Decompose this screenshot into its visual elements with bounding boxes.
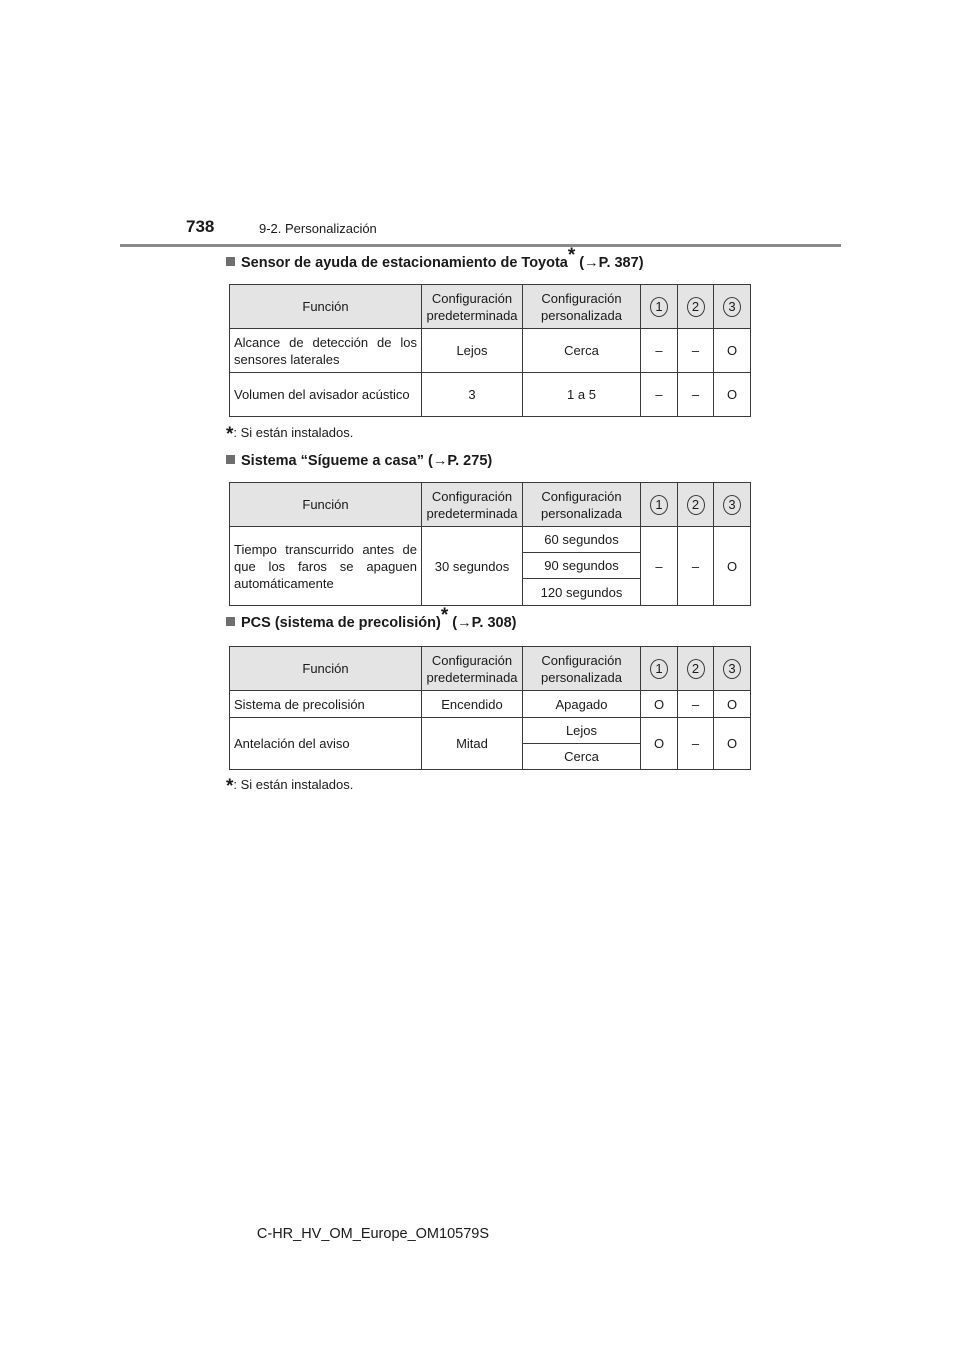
cell-default: 3 <box>422 373 523 417</box>
col-header-custom: Configuración personalizada <box>523 647 641 691</box>
cell-funcion: Tiempo transcurrido antes de que los faros se apaguen automáticamente <box>230 527 422 606</box>
cell-custom: Apagado <box>523 691 641 718</box>
cell-custom: 1 a 5 <box>523 373 641 417</box>
col-header-1 <box>641 483 678 527</box>
table-follow-me-home <box>229 482 751 606</box>
footnote-asterisk: * <box>226 776 234 797</box>
heading-title: Sensor de ayuda de estacionamiento de Toyota <box>241 255 568 271</box>
table-pcs <box>229 646 751 770</box>
footnote <box>226 424 353 446</box>
page-reference: (→P. 275) <box>423 453 493 469</box>
footnote <box>226 776 353 798</box>
circled-2-icon: 2 <box>687 297 705 317</box>
table-row <box>230 691 751 718</box>
cell-1: – <box>641 373 678 417</box>
cell-2: – <box>678 527 714 606</box>
table-row <box>230 329 751 373</box>
col-header-custom: Configuración personalizada <box>523 285 641 329</box>
asterisk-mark: * <box>567 245 576 267</box>
table-header-row <box>230 647 751 691</box>
cell-custom: 60 segundos <box>523 527 641 553</box>
col-header-funcion: Función <box>230 285 422 329</box>
asterisk-mark: * <box>440 605 449 627</box>
cell-custom: Lejos <box>523 718 641 744</box>
page-reference: (→P. 387) <box>575 255 644 271</box>
bullet-square-icon <box>226 455 235 464</box>
circled-3-icon: 3 <box>723 659 741 679</box>
heading-follow-me-home <box>226 453 492 469</box>
cell-2: – <box>678 329 714 373</box>
circled-2-icon: 2 <box>687 659 705 679</box>
footnote-asterisk: * <box>226 424 234 445</box>
cell-default: Encendido <box>422 691 523 718</box>
circled-1-icon: 1 <box>650 495 668 515</box>
header-divider <box>120 244 841 247</box>
circled-3-icon: 3 <box>723 297 741 317</box>
col-header-3 <box>714 483 751 527</box>
col-header-2 <box>678 483 714 527</box>
col-header-default: Configuración predeterminada <box>422 483 523 527</box>
col-header-1 <box>641 285 678 329</box>
cell-default: Mitad <box>422 718 523 770</box>
col-header-custom: Configuración personalizada <box>523 483 641 527</box>
cell-funcion: Sistema de precolisión <box>230 691 422 718</box>
cell-2: – <box>678 718 714 770</box>
table-row <box>230 527 751 553</box>
cell-1: – <box>641 329 678 373</box>
cell-funcion: Alcance de detección de los sensores laterales <box>230 329 422 373</box>
cell-custom: 90 segundos <box>523 553 641 579</box>
document-id: C-HR_HV_OM_Europe_OM10579S <box>256 1226 489 1242</box>
cell-funcion: Volumen del avisador acústico <box>230 373 422 417</box>
bullet-square-icon <box>226 257 235 266</box>
cell-default: 30 segundos <box>422 527 523 606</box>
cell-custom: 120 segundos <box>523 579 641 606</box>
cell-1: O <box>641 691 678 718</box>
cell-3: O <box>714 329 751 373</box>
cell-1: – <box>641 527 678 606</box>
table-header-row <box>230 285 751 329</box>
col-header-3 <box>714 285 751 329</box>
table-row <box>230 718 751 744</box>
table-header-row <box>230 483 751 527</box>
circled-2-icon: 2 <box>687 495 705 515</box>
page-number: 738 <box>186 217 215 236</box>
heading-pcs <box>226 605 517 631</box>
heading-title: PCS (sistema de precolisión) <box>241 615 441 631</box>
cell-1: O <box>641 718 678 770</box>
col-header-funcion: Función <box>230 483 422 527</box>
table-row <box>230 373 751 417</box>
cell-custom: Cerca <box>523 329 641 373</box>
cell-funcion: Antelación del aviso <box>230 718 422 770</box>
cell-default: Lejos <box>422 329 523 373</box>
heading-title: Sistema “Sígueme a casa” <box>241 453 424 469</box>
bullet-square-icon <box>226 617 235 626</box>
footnote-text: : Si están instalados. <box>233 425 354 440</box>
heading-parking-sensor <box>226 245 644 271</box>
col-header-3 <box>714 647 751 691</box>
cell-custom: Cerca <box>523 744 641 770</box>
col-header-funcion: Función <box>230 647 422 691</box>
col-header-1 <box>641 647 678 691</box>
page-reference: (→P. 308) <box>448 615 517 631</box>
table-parking-sensor <box>229 284 751 417</box>
cell-2: – <box>678 691 714 718</box>
cell-3: O <box>714 718 751 770</box>
col-header-2 <box>678 285 714 329</box>
circled-1-icon: 1 <box>650 297 668 317</box>
col-header-default: Configuración predeterminada <box>422 285 523 329</box>
cell-2: – <box>678 373 714 417</box>
col-header-default: Configuración predeterminada <box>422 647 523 691</box>
circled-1-icon: 1 <box>650 659 668 679</box>
footnote-text: : Si están instalados. <box>233 777 354 792</box>
cell-3: O <box>714 527 751 606</box>
col-header-2 <box>678 647 714 691</box>
circled-3-icon: 3 <box>723 495 741 515</box>
cell-3: O <box>714 373 751 417</box>
cell-3: O <box>714 691 751 718</box>
section-label: 9-2. Personalización <box>259 221 377 236</box>
